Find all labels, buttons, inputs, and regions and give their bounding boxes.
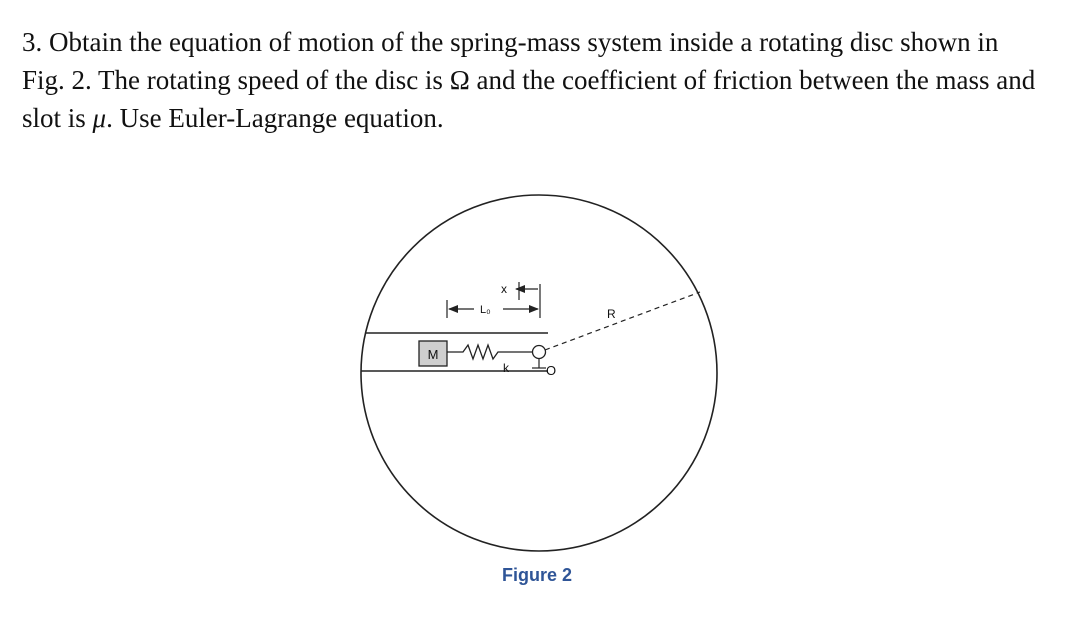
problem-line-2: Fig. 2. The rotating speed of the disc is Ω and the coefficient of friction between the mass and <box>22 65 1036 95</box>
figure-caption-text: Figure 2 <box>501 565 572 585</box>
displacement-label: x <box>501 282 507 296</box>
pivot-joint <box>533 346 546 359</box>
figure-caption <box>0 565 1080 586</box>
length-label: L₀ <box>480 304 491 316</box>
problem-line-3-end: . Use Euler-Lagrange equation. <box>106 103 444 133</box>
displacement-dimension <box>515 282 538 300</box>
spring <box>447 345 532 359</box>
pivot-label: O <box>546 363 557 378</box>
radius-label: R <box>607 307 616 321</box>
problem-line-3-start: slot is <box>22 103 93 133</box>
mass-label: M <box>427 347 439 362</box>
disc-outline <box>361 195 717 551</box>
problem-line-1: 3. Obtain the equation of motion of the spring-mass system inside a rotating disc shown in <box>22 27 999 57</box>
mu-symbol: μ <box>92 103 107 133</box>
spring-label: k <box>503 361 509 375</box>
radius-line <box>545 292 700 350</box>
